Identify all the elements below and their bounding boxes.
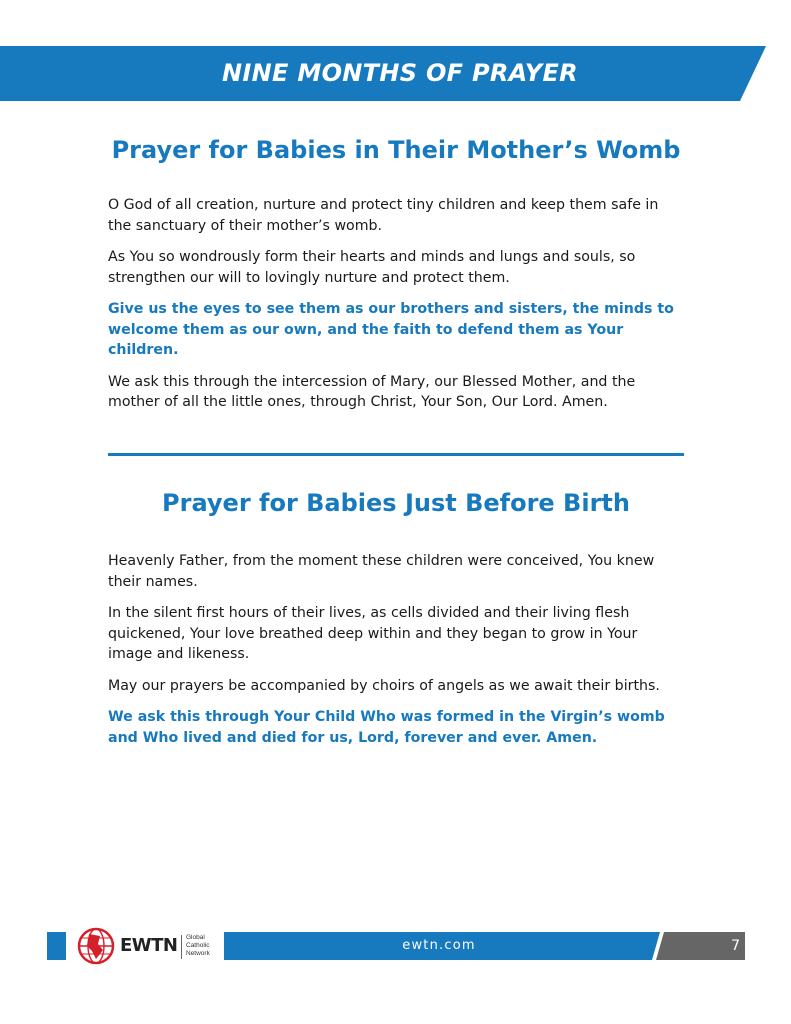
prayer-paragraph: Heavenly Father, from the moment these children were conceived, You knew their names. bbox=[108, 553, 655, 590]
prayer-paragraph: In the silent first hours of their lives, as cells divided and their living flesh quickened, Your love breathed deep within and they began to grow in Your image and likeness. bbox=[108, 605, 638, 662]
prayer-section-womb bbox=[108, 135, 684, 424]
section-title: Prayer for Babies Just Before Birth bbox=[162, 489, 630, 517]
footer-accent-square bbox=[47, 932, 66, 960]
section-divider bbox=[108, 453, 684, 456]
prayer-paragraph: O God of all creation, nurture and protect tiny children and keep them safe in the sanctuary of their mother’s womb. bbox=[108, 197, 659, 234]
prayer-paragraph: May our prayers be accompanied by choirs of angels as we await their births. bbox=[108, 677, 660, 694]
logo-separator bbox=[181, 935, 182, 959]
logo-tagline: Global Catholic Network bbox=[186, 934, 210, 957]
ewtn-logo-wordmark: EWTN bbox=[120, 935, 178, 956]
footer-website-link[interactable]: ewtn.com bbox=[402, 938, 476, 953]
prayer-paragraph: As You so wondrously form their hearts and minds and lungs and souls, so strengthen our will to lovingly nurture and protect them. bbox=[108, 249, 636, 286]
prayer-paragraph-emphasis: We ask this through Your Child Who was formed in the Virgin’s womb and Who lived and died for us, Lord, forever and ever. Amen. bbox=[108, 709, 665, 746]
section-title: Prayer for Babies in Their Mother’s Womb bbox=[111, 136, 681, 164]
prayer-section-before-birth bbox=[108, 488, 684, 759]
header-banner bbox=[0, 46, 766, 101]
page-number: 7 bbox=[731, 938, 740, 954]
header-title: NINE MONTHS OF PRAYER bbox=[222, 59, 578, 87]
page-footer bbox=[0, 922, 791, 972]
ewtn-globe-icon bbox=[76, 926, 116, 966]
prayer-paragraph: We ask this through the intercession of Mary, our Blessed Mother, and the mother of all the little ones, through Christ, Your Son, Our Lord. Amen. bbox=[108, 373, 636, 410]
prayer-paragraph-emphasis: Give us the eyes to see them as our brothers and sisters, the minds to welcome them as our own, and the faith to defend them as Your children. bbox=[108, 301, 674, 358]
